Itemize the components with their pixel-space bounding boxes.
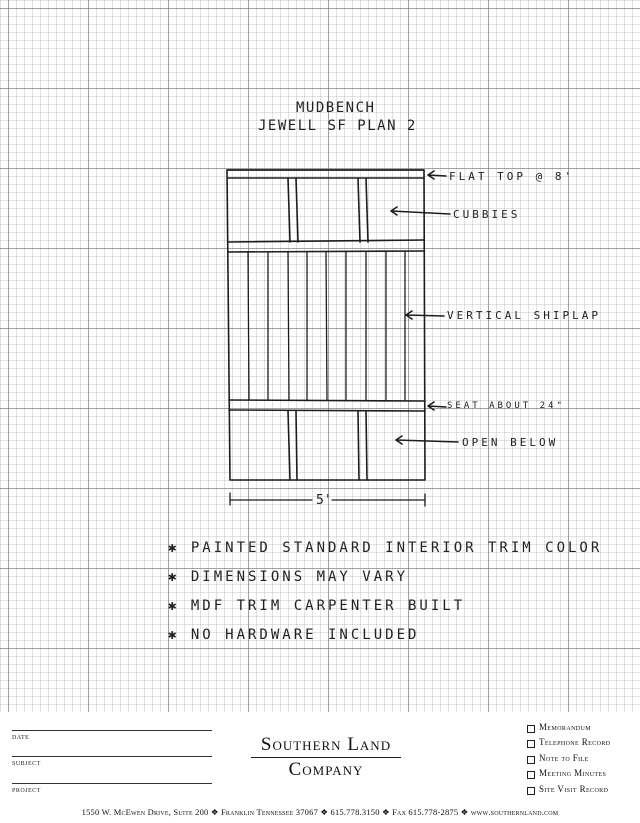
- width-dimension-label: 5': [316, 493, 332, 508]
- note-item: ✱ MDF TRIM CARPENTER BUILT: [168, 598, 466, 614]
- checkbox[interactable]: [527, 771, 535, 779]
- checkbox[interactable]: [527, 787, 535, 795]
- note-item: ✱ DIMENSIONS MAY VARY: [168, 569, 409, 585]
- company-name-line1: Southern Land: [260, 734, 392, 755]
- drawing-title: MUDBENCH: [296, 100, 376, 116]
- note-text: NO HARDWARE INCLUDED: [190, 627, 420, 643]
- checkbox[interactable]: [527, 756, 535, 764]
- project-field[interactable]: [12, 769, 212, 794]
- date-field[interactable]: [12, 716, 212, 741]
- notes-list: [168, 540, 602, 656]
- checkbox[interactable]: [527, 725, 535, 733]
- checklist-label: Telephone Record: [539, 737, 611, 748]
- arrow-open-below: [396, 436, 458, 444]
- note-text: MDF TRIM CARPENTER BUILT: [190, 598, 466, 614]
- checklist-label: Memorandum: [539, 722, 592, 732]
- arrow-flat-top: [428, 171, 446, 179]
- callout-flat-top: FLAT TOP @ 8': [449, 170, 575, 183]
- note-text: DIMENSIONS MAY VARY: [190, 569, 409, 585]
- callout-vertical-shiplap: VERTICAL SHIPLAP: [447, 309, 601, 322]
- callout-seat: SEAT ABOUT 24": [447, 401, 565, 411]
- flat-top: [227, 170, 424, 178]
- company-name-line2: Company: [288, 759, 364, 780]
- seat-board: [229, 400, 425, 411]
- company-address: 1550 W. McEwen Drive, Suite 200 ❖ Franklin Tennessee 37067 ❖ 615.778.3150 ❖ Fax 615.778-2875 ❖ www.southernland.com: [81, 807, 559, 817]
- note-text: PAINTED STANDARD INTERIOR TRIM COLOR: [190, 540, 603, 556]
- checkbox[interactable]: [527, 740, 535, 748]
- cubby-shelf: [228, 240, 424, 252]
- note-item: ✱ PAINTED STANDARD INTERIOR TRIM COLOR: [168, 540, 603, 556]
- cubby-dividers: [288, 178, 368, 242]
- callout-open-below: OPEN BELOW: [462, 436, 559, 449]
- lower-dividers: [288, 411, 367, 480]
- subject-label: SUBJECT: [12, 761, 41, 767]
- date-label: DATE: [12, 735, 30, 741]
- checklist-label: Site Visit Record: [539, 783, 609, 794]
- arrow-cubbies: [391, 207, 450, 215]
- note-item: ✱ NO HARDWARE INCLUDED: [168, 627, 420, 643]
- shiplap-boards: [248, 252, 405, 400]
- drawing-subtitle: JEWELL SF PLAN 2: [258, 118, 417, 134]
- subject-field[interactable]: [12, 742, 212, 767]
- project-label: PROJECT: [12, 788, 41, 794]
- checklist-label: Note to File: [539, 752, 589, 763]
- checklist-label: Meeting Minutes: [539, 768, 607, 779]
- logo-divider: [251, 757, 401, 758]
- letterhead-footer: [0, 712, 640, 823]
- callout-cubbies: CUBBIES: [453, 208, 521, 221]
- company-logo: [238, 734, 414, 781]
- arrow-seat: [428, 402, 446, 410]
